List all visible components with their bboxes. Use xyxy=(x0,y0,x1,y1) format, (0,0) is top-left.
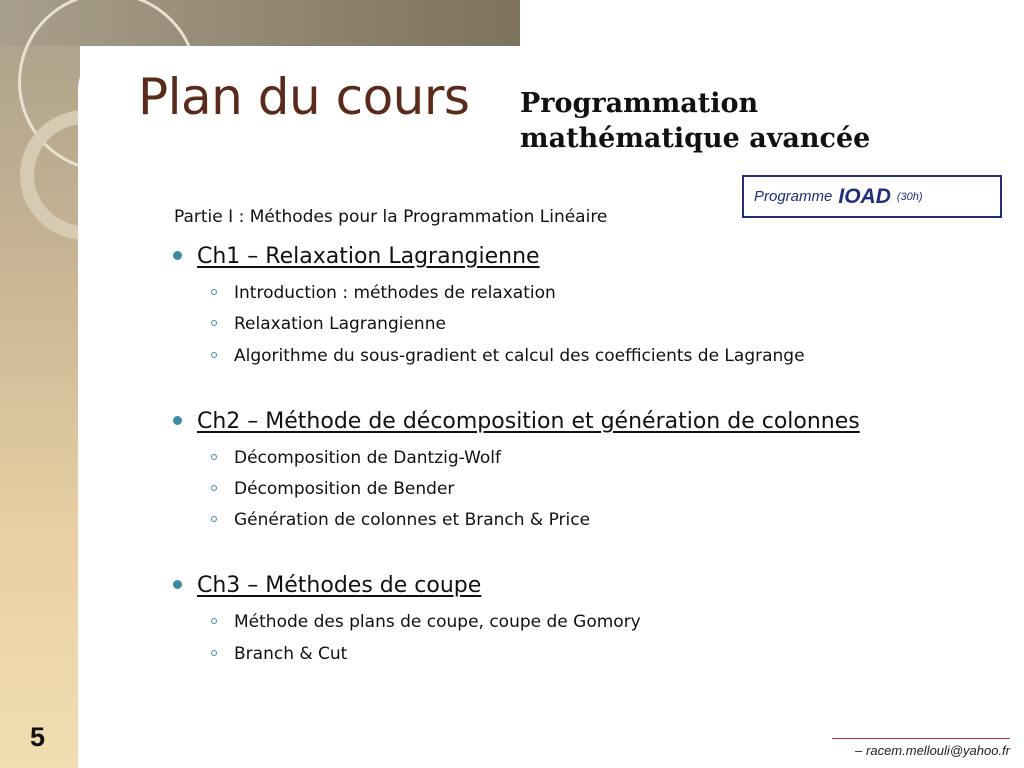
chapter-item xyxy=(173,409,860,434)
bullet-dot-icon xyxy=(173,251,182,260)
chapter-item xyxy=(173,244,540,269)
footer-divider xyxy=(832,738,1010,739)
bullet-circle-icon xyxy=(211,650,217,656)
chapter-title: Ch1 – Relaxation Lagrangienne xyxy=(197,244,540,269)
bullet-circle-icon xyxy=(211,618,217,624)
list-item: Branch & Cut xyxy=(211,644,347,664)
chapter-item xyxy=(173,573,481,598)
slide-title: Plan du cours xyxy=(138,68,470,126)
list-item: Introduction : méthodes de relaxation xyxy=(211,283,556,303)
bullet-circle-icon xyxy=(211,454,217,460)
bullet-dot-icon xyxy=(173,580,182,589)
list-item: Décomposition de Bender xyxy=(211,479,454,499)
subtitle-line: mathématique avancée xyxy=(520,123,871,154)
list-item: Génération de colonnes et Branch & Price xyxy=(211,510,590,530)
list-item: Méthode des plans de coupe, coupe de Gomory xyxy=(211,612,641,632)
footer-email: – racem.mellouli@yahoo.fr xyxy=(855,743,1010,758)
list-item: Décomposition de Dantzig-Wolf xyxy=(211,448,501,468)
bullet-dot-icon xyxy=(173,416,182,425)
bullet-circle-icon xyxy=(211,516,217,522)
program-hours: (30h) xyxy=(896,190,923,203)
list-item: Relaxation Lagrangienne xyxy=(211,314,446,334)
bullet-circle-icon xyxy=(211,289,217,295)
chapter-title: Ch2 – Méthode de décomposition et génération de colonnes xyxy=(197,409,860,434)
bullet-circle-icon xyxy=(211,485,217,491)
chapter-title: Ch3 – Méthodes de coupe xyxy=(197,573,482,598)
bullet-circle-icon xyxy=(211,352,217,358)
page-number: 5 xyxy=(30,722,46,752)
part-heading: Partie I : Méthodes pour la Programmation Linéaire xyxy=(174,207,608,227)
list-item: Algorithme du sous-gradient et calcul des coefficients de Lagrange xyxy=(211,346,805,366)
program-word: Programme xyxy=(754,188,833,205)
bullet-circle-icon xyxy=(211,320,217,326)
program-name: IOAD xyxy=(838,184,891,208)
subtitle-line: Programmation xyxy=(520,88,759,119)
